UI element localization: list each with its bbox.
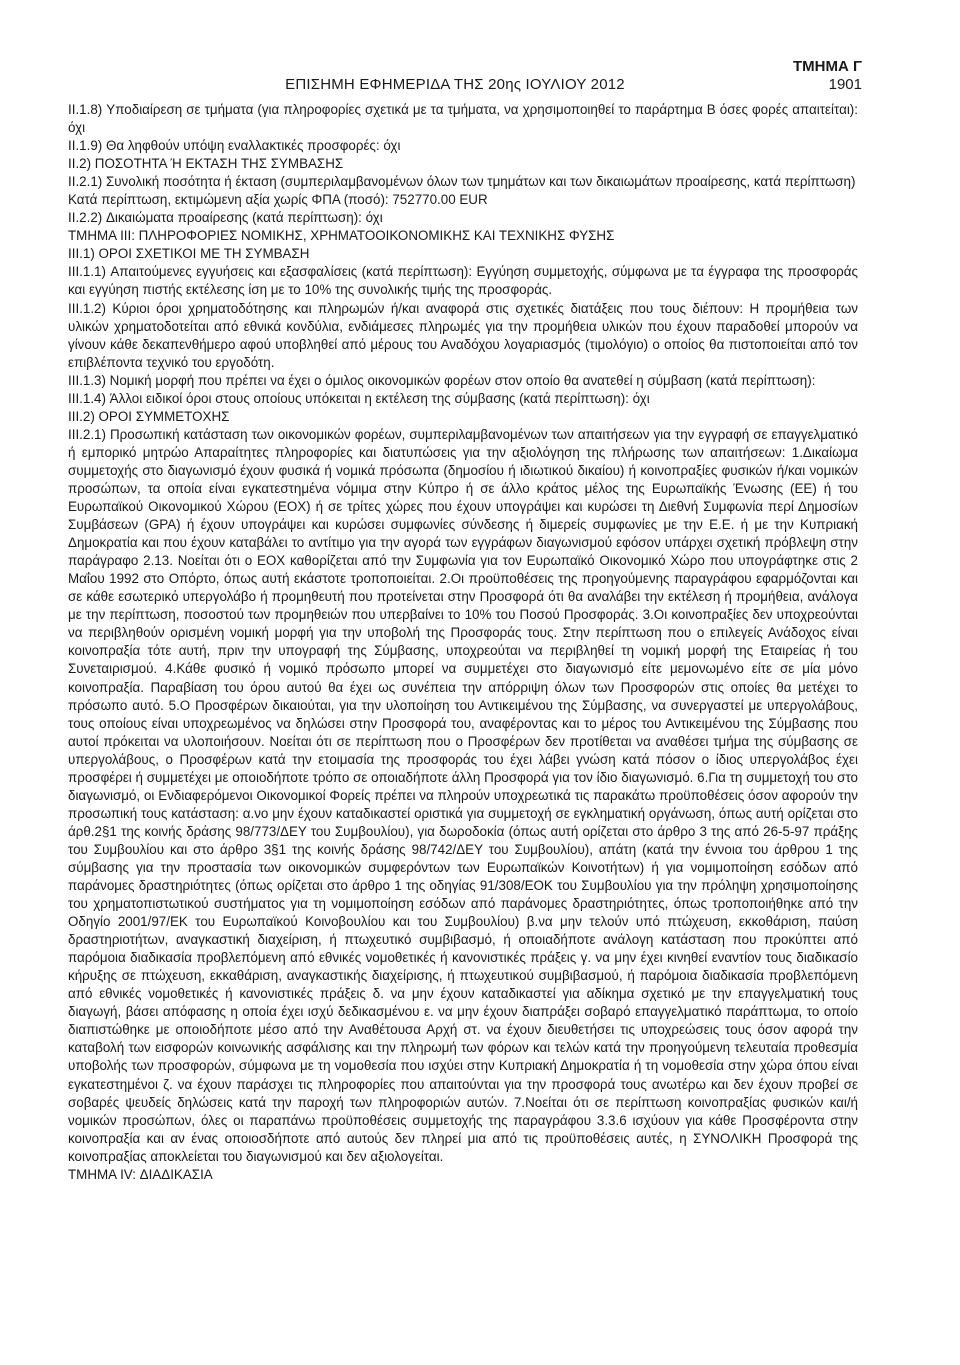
paragraph: III.2.1) Προσωπική κατάσταση των οικονομικών φορέων, συμπεριλαμβανομένων των απαιτήσεων για την εγγραφή σε επαγγελματικό ή εμπορικό μητρώο Απαραίτητες πληροφορίες και διατυπώσεις για την αξιολόγηση της πλήρωσης των απαιτήσεων: 1.Δικαίωμα συμμετοχής στο διαγωνισμό έχουν φυσικά ή νομικά πρόσωπα (δημοσίου ή ιδιωτικού δικαίου) ή κοινοπραξίες φυσικών ή/και νομικών προσώπων, τα οποία είναι εγκατεστημένα νόμιμα στην Κύπρο ή σε άλλο κράτος μέλος της Ευρωπαϊκής Ένωσης (ΕΕ) ή του Ευρωπαϊκού Οικονομικού Χώρου (ΕΟΧ) ή σε τρίτες χώρες που έχουν υπογράψει και κυρώσει τη Διεθνή Συμφωνία περί Δημοσίων Συμβάσεων (GPA) ή έχουν υπογράψει και κυρώσει συμφωνίες σύνδεσης ή διμερείς συμφωνίες με την Ε.Ε. ή με την Κυπριακή Δημοκρατία και που έχουν καταβάλει το αντίτιμο για την αγορά των εγγράφων διαγωνισμού εφόσον υπάρχει σχετική πρόβλεψη στην παράγραφο 2.13. Νοείται ότι ο ΕΟΧ καθορίζεται από την Συμφωνία για τον Ευρωπαϊκό Οικονομικό Χώρο που υπογράφτηκε στις 2 Μαΐου 1992 στο Οπόρτο, όπως αυτή εκάστοτε τροποποιείται. 2.Οι προϋποθέσεις της προηγούμενης παραγράφου εφαρμόζονται και σε κάθε εσωτερικό υπεργολάβο ή προμηθευτή που προτείνεται στην Προσφορά ότι θα αναλάβει την εκτέλεση ή προμήθεια, ανάλογα με την περίπτωση, ποσοστού των προμηθειών που υπερβαίνει το 10% του Ποσού Προσφοράς. 3.Οι κοινοπραξίες δεν υποχρεούνται να περιβληθούν ορισμένη νομική μορφή για την υποβολή της Προσφοράς τους. Στην περίπτωση που ο επιλεγείς Ανάδοχος είναι κοινοπραξία τότε αυτή, πριν την υπογραφή της Σύμβασης, υποχρεούται να περιβληθεί τη νομική μορφή της Εταιρείας ή του Συνεταιρισμού. 4.Κάθε φυσικό ή νομικό πρόσωπο μπορεί να συμμετέχει στο διαγωνισμό είτε μεμονωμένο είτε σε μία μόνο κοινοπραξία. Παραβίαση του όρου αυτού θα έχει ως συνέπεια την απόρριψη όλων των Προσφορών στις οποίες θα μετέχει το πρόσωπο αυτό. 5.Ο Προσφέρων δικαιούται, για την υλοποίηση του Αντικειμένου της Σύμβασης, να συνεργαστεί με υπεργολάβους, τους οποίους είναι υποχρεωμένος να δηλώσει στην Προσφορά του, αναφέροντας και το μέρος του Αντικειμένου της Σύμβασης που αυτοί πρόκειται να υλοποιήσουν. Νοείται ότι σε περίπτωση που ο Προσφέρων δεν προτίθεται να αναθέσει τμήμα της σύμβασης σε υπεργολάβους, ο Προσφέρων κατά την ετοιμασία της προσφοράς του έχει λάβει γνώση κατά πόσον ο ίδιος υπεργολάβος έχει προσφέρει ή συμμετέχει με οποιοδήποτε τρόπο σε οποιαδήποτε άλλη Προσφορά για τον ίδιο διαγωνισμό. 6.Για τη συμμετοχή του στο διαγωνισμό, οι Ενδιαφερόμενοι Οικονομικοί Φορείς πρέπει να πληρούν υποχρεωτικά τις παρακάτω προϋποθέσεις όσον αφορούν την προσωπική τους κατάσταση: α.νο μην έχουν καταδικαστεί οριστικά για συμμετοχή σε εγκληματική οργάνωση, όπως αυτή ορίζεται στο άρθ.2§1 της κοινής δράσης 98/773/ΔΕΥ του Συμβουλίου), για δωροδοκία (όπως αυτή ορίζεται στο άρθρο 3 της από 26-5-97 πράξης του Συμβουλίου και στο άρθρο 3§1 της κοινής δράσης 98/742/ΔΕΥ του Συμβουλίου), απάτη (κατά την έννοια του άρθρου 1 της σύμβασης για την προστασία των οικονομικών συμφερόντων των Ευρωπαϊκών Κοινοτήτων) ή για νομιμοποίηση εσόδων από παράνομες δραστηριότητες (όπως ορίζεται στο άρθρο 1 της οδηγίας 91/308/ΕΟΚ του Συμβουλίου για την πρόληψη χρησιμοποίησης του χρηματοπιστωτικού συστήματος για τη νομιμοποίηση εσόδων από παράνομες δραστηριότητες, όπως τροποποιήθηκε από την Οδηγίο 2001/97/ΕΚ του Ευρωπαϊκού Κοινοβουλίου και του Συμβουλίου) β.να μην τελούν υπό πτώχευση, εκκοθάριση, παύση δραστηριοτήτων, αναγκαστική διαχείριση, ή πτωχευτικό συμβιβασμό, ή οποιαδήποτε ανάλογη κατάσταση που προκύπτει από παρόμοια διαδικασία προβλεπόμενη από εθνικές νομοθετικές ή κανονιστικές πράξεις γ. να μην έχει κινηθεί εναντίον τους διαδικασίο κήρυξης σε πτώχευση, εκκαθάριση, αναγκαστικής διαχείρισης, ή πτωχευτικού συμβιβασμού, ή παρόμοια διαδικασία προβλεπόμενη από εθνικές νομοθετικές ή κανονιστικές πράξεις δ. να μην έχουν καταδικαστεί για αδίκημα σχετικό με την επαγγελματική τους διαγωγή, βάσει απόφασης η οποία έχει ισχύ δεδικασμένου ε. να μην έχουν διαπράξει σοβαρό επαγγελματικό παράπτωμα, το οποίο διαπιστώθηκε με οποιοδήποτε μέσο από την Αναθέτουσα Αρχή στ. να έχουν διευθετήσει τις υποχρεώσεις τους όσον αφορά την καταβολή των εισφορών κοινωνικής ασφάλισης και την πληρωμή των φόρων και τελών κατά την προηγούμενη τελευταία προθεσμία υποβολής των προσφορών, σύμφωνα με τη νομοθεσία που ισχύει στην Κυπριακή Δημοκρατία ή τη νομοθεσία στην χώρα όπου είναι εγκατεστημένοι ζ. να έχουν παράσχει τις πληροφορίες που απαιτούνται για την προσφορά τους ανωτέρω και δεν έχουν προβεί σε σοβαρές ψευδείς δηλώσεις κατά την παροχή των πληροφοριών αυτών. 7.Νοείται ότι σε περίπτωση κοινοπραξίας φυσικών και/ή νομικών προσώπων, όλες οι παραπάνω προϋποθέσεις συμμετοχής της παραγράφου 3.3.6 ισχύουν για κάθε Προσφέροντα στην κοινοπραξία και αν ένας οποιοσδήποτε από αυτούς δεν πληρεί μια από τις προϋποθέσεις αυτές, η ΣΥΝΟΛΙΚΗ Προσφορά της κοινοπραξίας αποκλείεται του διαγωνισμού και δεν αξιολογείται. (68, 426, 858, 1164)
paragraph: II.1.9) Θα ληφθούν υπόψη εναλλακτικές προσφορές: όχι (68, 138, 401, 154)
paragraph: III.1.2) Κύριοι όροι χρηματοδότησης και πληρωμών ή/και αναφορά στις σχετικές διατάξεις που τους διέπουν: Η προμήθεια των υλικών χρηματοδοτείται από εθνικά κονδύλια, ενδιάμεσες πληρωμές για την προμήθεια υλικών που έχουν παραδοθεί μπορούν να γίνουν κάθε δεκαπενθήμερο αφού υποβληθεί από μέρους του Αναδόχου λογαριασμός (τιμολόγιο) ο οποίος θα πιστοποιείται από τον επιβλέποντα τεχνικό του εργοδότη. (68, 300, 858, 370)
page-header (0, 0, 960, 100)
paragraph: III.1.1) Απαιτούμενες εγγυήσεις και εξασφαλίσεις (κατά περίπτωση): Εγγύηση συμμετοχής, σύμφωνα με τα έγγραφα της προσφοράς και εγγύηση πιστής εκτέλεσης ίση με το 10% της συνολικής τιμής της προσφοράς. (68, 264, 858, 298)
section-heading: III.2) ΟΡΟΙ ΣΥΜΜΕΤΟΧΗΣ (68, 408, 230, 424)
document-body (68, 101, 858, 1184)
section-heading: ΤΜΗΜΑ IV: ΔΙΑΔΙΚΑΣΙΑ (68, 1166, 213, 1182)
paragraph: II.2.2) Δικαιώματα προαίρεσης (κατά περίπτωση): όχι (68, 210, 383, 226)
section-heading: II.2) ΠΟΣΟΤΗΤΑ Ή ΕΚΤΑΣΗ ΤΗΣ ΣΥΜΒΑΣΗΣ (68, 156, 344, 172)
paragraph: III.1.3) Νομική μορφή που πρέπει να έχει ο όμιλος οικονομικών φορέων στον οποίο θα ανατεθεί η σύμβαση (κατά περίπτωση): (68, 372, 816, 388)
paragraph: Κατά περίπτωση, εκτιμώμενη αξία χωρίς ΦΠΑ (ποσό): 752770.00 EUR (68, 192, 488, 208)
section-heading: III.1) ΟΡΟΙ ΣΧΕΤΙΚΟΙ ΜΕ ΤΗ ΣΥΜΒΑΣΗ (68, 246, 310, 262)
section-heading: ΤΜΗΜΑ III: ΠΛΗΡΟΦΟΡΙΕΣ ΝΟΜΙΚΗΣ, ΧΡΗΜΑΤΟΟΙΚΟΝΟΜΙΚΗΣ ΚΑΙ ΤΕΧΝΙΚΗΣ ΦΥΣΗΣ (68, 228, 615, 244)
gazette-title: ΕΠΙΣΗΜΗ ΕΦΗΜΕΡΙΔΑ ΤΗΣ 20ης ΙΟΥΛΙΟΥ 2012 (285, 76, 625, 93)
paragraph: II.2.1) Συνολική ποσότητα ή έκταση (συμπεριλαμβανομένων όλων των τμημάτων και των δικαιωμάτων προαίρεσης, κατά περίπτωση) (68, 174, 856, 190)
page-number: 1901 (828, 76, 862, 93)
paragraph: III.1.4) Άλλοι ειδικοί όροι στους οποίους υπόκειται η εκτέλεση της σύμβασης (κατά περίπτωση): όχι (68, 390, 650, 406)
paragraph: II.1.8) Υποδιαίρεση σε τμήματα (για πληροφορίες σχετικά με τα τμήματα, να χρησιμοποιηθεί το παράρτημα Β όσες φορές απαιτείται): όχι (68, 102, 858, 136)
section-label: ΤΜΗΜΑ Γ (792, 58, 862, 75)
